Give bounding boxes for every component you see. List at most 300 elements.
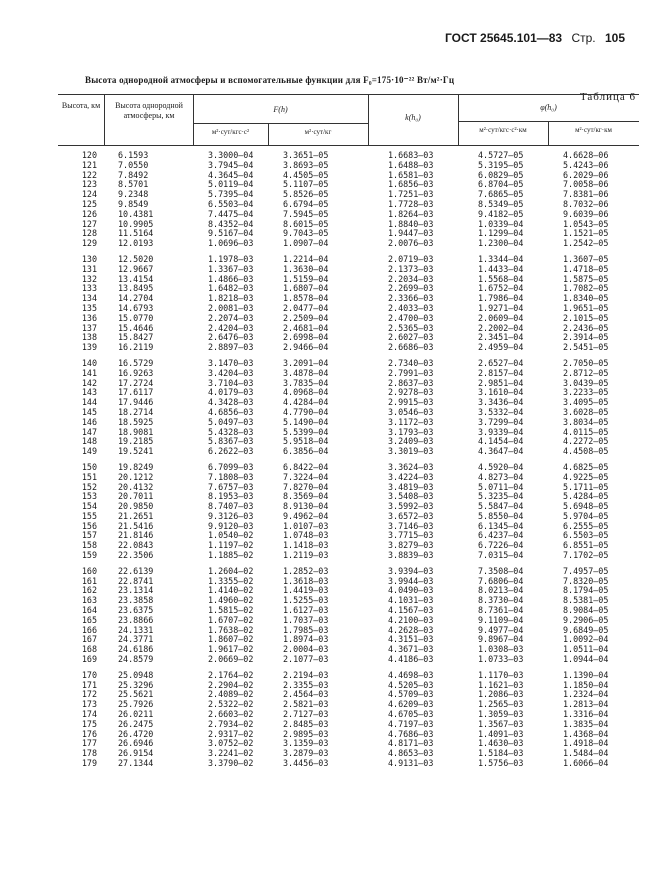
f-unit1-cell: 2.2904—02 bbox=[208, 679, 254, 690]
phi-unit2-cell: 8.7032—06 bbox=[563, 198, 609, 209]
phi-unit2-cell: 9.2906—05 bbox=[563, 614, 609, 625]
scale-height-cell: 24.6186 bbox=[118, 644, 154, 655]
page-header bbox=[0, 31, 625, 45]
phi-unit1-cell: 6.7226—04 bbox=[478, 540, 524, 551]
scale-height-cell: 23.1314 bbox=[118, 585, 154, 596]
table-row bbox=[58, 689, 639, 699]
altitude-cell: 138 bbox=[81, 332, 97, 343]
table-row bbox=[58, 530, 639, 540]
row-group bbox=[58, 462, 639, 560]
row-group bbox=[58, 566, 639, 664]
page-number: 105 bbox=[604, 31, 625, 45]
f-unit1-cell: 3.4204—03 bbox=[208, 367, 254, 378]
phi-unit1-cell: 1.7986—04 bbox=[478, 293, 524, 304]
table-row bbox=[58, 254, 639, 264]
k-cell: 4.1031—03 bbox=[388, 595, 434, 606]
f-unit2-cell: 4.4284—04 bbox=[283, 397, 329, 408]
table-row bbox=[58, 654, 639, 664]
table-row bbox=[58, 680, 639, 690]
scale-height-cell: 19.5241 bbox=[118, 446, 154, 457]
phi-unit1-cell: 2.4959—04 bbox=[478, 342, 524, 353]
scale-height-cell: 24.8579 bbox=[118, 654, 154, 665]
f-unit2-cell: 3.2091—04 bbox=[283, 357, 329, 368]
phi-unit1-cell: 1.4433—04 bbox=[478, 263, 524, 274]
phi-unit1-cell: 3.9339—04 bbox=[478, 426, 524, 437]
phi-unit2-cell: 1.2542—05 bbox=[563, 238, 609, 249]
altitude-cell: 133 bbox=[81, 283, 97, 294]
altitude-cell: 124 bbox=[81, 189, 97, 200]
f-unit2-cell: 1.8974—03 bbox=[283, 634, 329, 645]
row-group bbox=[58, 358, 639, 456]
table-row bbox=[58, 150, 639, 160]
altitude-cell: 171 bbox=[81, 679, 97, 690]
phi-unit1-cell: 9.8967—04 bbox=[478, 634, 524, 645]
k-cell: 3.3624—03 bbox=[388, 461, 434, 472]
f-unit2-cell: 5.1107—05 bbox=[283, 179, 329, 190]
f-unit2-cell: 9.4962—04 bbox=[283, 510, 329, 521]
scale-height-cell: 17.2724 bbox=[118, 377, 154, 388]
phi-unit2-cell: 1.2813—04 bbox=[563, 699, 609, 710]
phi-unit2-cell: 6.2029—06 bbox=[563, 169, 609, 180]
scale-height-cell: 21.8146 bbox=[118, 530, 154, 541]
k-cell: 3.8279—03 bbox=[388, 540, 434, 551]
table-row bbox=[58, 472, 639, 482]
phi-unit1-cell: 2.6527—04 bbox=[478, 357, 524, 368]
k-cell: 4.7686—03 bbox=[388, 728, 434, 739]
f-unit2-cell: 7.8270—04 bbox=[283, 481, 329, 492]
phi-unit2-cell: 2.3914—05 bbox=[563, 332, 609, 343]
scale-height-cell: 10.9905 bbox=[118, 218, 154, 229]
scale-height-cell: 15.4646 bbox=[118, 322, 154, 333]
table-row bbox=[58, 521, 639, 531]
k-cell: 1.6856—03 bbox=[388, 179, 434, 190]
altitude-cell: 174 bbox=[81, 709, 97, 720]
phi-unit2-cell: 5.4284—05 bbox=[563, 491, 609, 502]
altitude-cell: 170 bbox=[81, 669, 97, 680]
phi-unit1-cell: 1.4630—03 bbox=[478, 738, 524, 749]
col-altitude-header: Высота, км bbox=[61, 101, 101, 110]
scale-height-cell: 26.9154 bbox=[118, 748, 154, 759]
phi-unit2-cell: 2.5451—05 bbox=[563, 342, 609, 353]
table-row bbox=[58, 228, 639, 238]
k-cell: 2.2699—03 bbox=[388, 283, 434, 294]
k-cell: 1.7251—03 bbox=[388, 189, 434, 200]
table-row bbox=[58, 342, 639, 352]
k-cell: 2.0719—03 bbox=[388, 253, 434, 264]
scale-height-cell: 19.2185 bbox=[118, 436, 154, 447]
table-row bbox=[58, 323, 639, 333]
f-unit1-cell: 2.5322—02 bbox=[208, 699, 254, 710]
altitude-cell: 175 bbox=[81, 718, 97, 729]
f-unit1-cell: 9.9120—03 bbox=[208, 520, 254, 531]
table-row bbox=[58, 378, 639, 388]
phi-unit1-cell: 1.5756—03 bbox=[478, 758, 524, 769]
k-cell: 4.3671—03 bbox=[388, 644, 434, 655]
scale-height-cell: 9.2348 bbox=[118, 189, 149, 200]
f-unit1-cell: 1.9617—02 bbox=[208, 644, 254, 655]
f-unit2-cell: 2.5821—03 bbox=[283, 699, 329, 710]
k-cell: 3.0546—03 bbox=[388, 406, 434, 417]
f-unit1-cell: 4.3645—04 bbox=[208, 169, 254, 180]
f-unit2-cell: 2.0477—04 bbox=[283, 302, 329, 313]
phi-unit1-cell: 6.1345—04 bbox=[478, 520, 524, 531]
phi-unit2-cell: 1.4718—05 bbox=[563, 263, 609, 274]
altitude-cell: 179 bbox=[81, 758, 97, 769]
phi-unit2-cell: 4.4508—05 bbox=[563, 446, 609, 457]
table-row bbox=[58, 264, 639, 274]
k-cell: 3.4224—03 bbox=[388, 471, 434, 482]
scale-height-cell: 17.9446 bbox=[118, 397, 154, 408]
table-row bbox=[58, 219, 639, 229]
altitude-cell: 130 bbox=[81, 253, 97, 264]
table-row bbox=[58, 358, 639, 368]
table-row bbox=[58, 699, 639, 709]
k-cell: 2.4033—03 bbox=[388, 302, 434, 313]
phi-unit1-cell: 7.0315—04 bbox=[478, 550, 524, 561]
scale-height-cell: 22.0843 bbox=[118, 540, 154, 551]
phi-unit1-cell: 1.2300—04 bbox=[478, 238, 524, 249]
f-unit1-cell: 6.2622—03 bbox=[208, 446, 254, 457]
scale-height-cell: 10.4381 bbox=[118, 208, 154, 219]
phi-unit2-cell: 5.1711—05 bbox=[563, 481, 609, 492]
altitude-cell: 173 bbox=[81, 699, 97, 710]
f-unit1-cell: 3.7945—04 bbox=[208, 159, 254, 170]
phi-unit1-cell: 1.3059—03 bbox=[478, 709, 524, 720]
phi-unit1-cell: 7.3508—04 bbox=[478, 565, 524, 576]
col-phi-unit2: м²·сут/кг·км bbox=[575, 126, 612, 134]
divider bbox=[193, 123, 368, 124]
k-cell: 2.7340—03 bbox=[388, 357, 434, 368]
f-unit1-cell: 1.6482—03 bbox=[208, 283, 254, 294]
table-row bbox=[58, 462, 639, 472]
table-row bbox=[58, 501, 639, 511]
altitude-cell: 160 bbox=[81, 565, 97, 576]
f-unit2-cell: 5.5399—04 bbox=[283, 426, 329, 437]
f-unit1-cell: 9.5167—04 bbox=[208, 228, 254, 239]
phi-unit2-cell: 1.0511—04 bbox=[563, 644, 609, 655]
phi-unit2-cell: 2.7050—05 bbox=[563, 357, 609, 368]
phi-unit2-cell: 5.9704—05 bbox=[563, 510, 609, 521]
f-unit2-cell: 3.2879—03 bbox=[283, 748, 329, 759]
phi-unit1-cell: 8.7361—04 bbox=[478, 605, 524, 616]
f-unit2-cell: 1.2119—03 bbox=[283, 550, 329, 561]
altitude-cell: 172 bbox=[81, 689, 97, 700]
phi-unit1-cell: 2.0609—04 bbox=[478, 312, 524, 323]
altitude-cell: 128 bbox=[81, 228, 97, 239]
altitude-cell: 157 bbox=[81, 530, 97, 541]
k-cell: 4.8653—03 bbox=[388, 748, 434, 759]
f-unit2-cell: 3.4878—04 bbox=[283, 367, 329, 378]
altitude-cell: 162 bbox=[81, 585, 97, 596]
f-unit1-cell: 2.7934—02 bbox=[208, 718, 254, 729]
table-row bbox=[58, 170, 639, 180]
scale-height-cell: 15.0770 bbox=[118, 312, 154, 323]
phi-unit1-cell: 5.5847—04 bbox=[478, 501, 524, 512]
altitude-cell: 135 bbox=[81, 302, 97, 313]
phi-unit1-cell: 1.5568—04 bbox=[478, 273, 524, 284]
f-unit2-cell: 1.0748—03 bbox=[283, 530, 329, 541]
f-unit1-cell: 1.4866—03 bbox=[208, 273, 254, 284]
phi-unit1-cell: 4.3647—04 bbox=[478, 446, 524, 457]
scale-height-cell: 20.9850 bbox=[118, 501, 154, 512]
table-row bbox=[58, 179, 639, 189]
f-unit1-cell: 7.6757—03 bbox=[208, 481, 254, 492]
altitude-cell: 178 bbox=[81, 748, 97, 759]
phi-unit2-cell: 9.6849—05 bbox=[563, 624, 609, 635]
scale-height-cell: 25.7926 bbox=[118, 699, 154, 710]
phi-unit2-cell: 3.4095—05 bbox=[563, 397, 609, 408]
k-cell: 2.6027—03 bbox=[388, 332, 434, 343]
k-cell: 1.6683—03 bbox=[388, 150, 434, 160]
phi-unit1-cell: 7.6806—04 bbox=[478, 575, 524, 586]
f-unit2-cell: 7.5945—05 bbox=[283, 208, 329, 219]
altitude-cell: 156 bbox=[81, 520, 97, 531]
f-unit2-cell: 1.0907—04 bbox=[283, 238, 329, 249]
col-phi-unit1: м²·сут/кгс·с²·км bbox=[479, 126, 527, 134]
phi-unit1-cell: 3.1610—04 bbox=[478, 387, 524, 398]
scale-height-cell: 16.2119 bbox=[118, 342, 154, 353]
k-cell: 4.9131—03 bbox=[388, 758, 434, 769]
phi-unit2-cell: 6.2555—05 bbox=[563, 520, 609, 531]
f-unit2-cell: 2.4564—03 bbox=[283, 689, 329, 700]
f-unit1-cell: 2.4089—02 bbox=[208, 689, 254, 700]
f-unit1-cell: 3.1470—03 bbox=[208, 357, 254, 368]
phi-unit1-cell: 1.4091—03 bbox=[478, 728, 524, 739]
divider bbox=[458, 121, 639, 122]
row-group bbox=[58, 254, 639, 352]
phi-unit2-cell: 9.6039—06 bbox=[563, 208, 609, 219]
altitude-cell: 140 bbox=[81, 357, 97, 368]
altitude-cell: 122 bbox=[81, 169, 97, 180]
f-unit2-cell: 1.6127—03 bbox=[283, 605, 329, 616]
page-label: Стр. bbox=[571, 31, 596, 45]
phi-unit1-cell: 5.8550—04 bbox=[478, 510, 524, 521]
table-row bbox=[58, 605, 639, 615]
table-row bbox=[58, 303, 639, 313]
table-row bbox=[58, 709, 639, 719]
f-unit1-cell: 1.5815—02 bbox=[208, 605, 254, 616]
phi-unit1-cell: 2.3451—04 bbox=[478, 332, 524, 343]
altitude-cell: 166 bbox=[81, 624, 97, 635]
altitude-cell: 127 bbox=[81, 218, 97, 229]
f-unit1-cell: 8.4352—04 bbox=[208, 218, 254, 229]
altitude-cell: 167 bbox=[81, 634, 97, 645]
f-unit2-cell: 1.5255—03 bbox=[283, 595, 329, 606]
phi-unit1-cell: 8.3730—04 bbox=[478, 595, 524, 606]
f-unit2-cell: 2.2194—03 bbox=[283, 669, 329, 680]
k-cell: 2.2034—03 bbox=[388, 273, 434, 284]
phi-unit1-cell: 2.2002—04 bbox=[478, 322, 524, 333]
phi-unit2-cell: 3.8034—05 bbox=[563, 416, 609, 427]
f-unit1-cell: 1.0540—02 bbox=[208, 530, 254, 541]
altitude-cell: 137 bbox=[81, 322, 97, 333]
k-cell: 2.8637—03 bbox=[388, 377, 434, 388]
phi-unit2-cell: 1.3835—04 bbox=[563, 718, 609, 729]
k-cell: 3.6572—03 bbox=[388, 510, 434, 521]
phi-unit1-cell: 4.8273—04 bbox=[478, 471, 524, 482]
table-row bbox=[58, 511, 639, 521]
phi-unit2-cell: 1.4918—04 bbox=[563, 738, 609, 749]
scale-height-cell: 12.0193 bbox=[118, 238, 154, 249]
k-cell: 3.1172—03 bbox=[388, 416, 434, 427]
scale-height-cell: 26.2475 bbox=[118, 718, 154, 729]
f-unit2-cell: 2.9895—03 bbox=[283, 728, 329, 739]
table-row bbox=[58, 576, 639, 586]
k-cell: 1.8840—03 bbox=[388, 218, 434, 229]
phi-unit1-cell: 7.6865—05 bbox=[478, 189, 524, 200]
f-unit1-cell: 1.1978—03 bbox=[208, 253, 254, 264]
table-row bbox=[58, 644, 639, 654]
phi-unit1-cell: 2.8157—04 bbox=[478, 367, 524, 378]
phi-unit1-cell: 4.5920—04 bbox=[478, 461, 524, 472]
table-row bbox=[58, 274, 639, 284]
k-cell: 4.0490—03 bbox=[388, 585, 434, 596]
f-unit1-cell: 7.1808—03 bbox=[208, 471, 254, 482]
f-unit2-cell: 6.8422—04 bbox=[283, 461, 329, 472]
altitude-cell: 134 bbox=[81, 293, 97, 304]
f-unit1-cell: 3.3790—02 bbox=[208, 758, 254, 769]
altitude-cell: 139 bbox=[81, 342, 97, 353]
scale-height-cell: 23.8866 bbox=[118, 614, 154, 625]
table-number-label: Таблица 6 bbox=[579, 91, 636, 103]
k-cell: 4.6209—03 bbox=[388, 699, 434, 710]
phi-unit2-cell: 1.0092—04 bbox=[563, 634, 609, 645]
scale-height-cell: 20.4132 bbox=[118, 481, 154, 492]
phi-unit1-cell: 1.1170—03 bbox=[478, 669, 524, 680]
phi-unit2-cell: 3.2233—05 bbox=[563, 387, 609, 398]
f-unit2-cell: 1.6807—04 bbox=[283, 283, 329, 294]
table-row bbox=[58, 436, 639, 446]
phi-unit1-cell: 4.1454—04 bbox=[478, 436, 524, 447]
altitude-cell: 144 bbox=[81, 397, 97, 408]
altitude-cell: 125 bbox=[81, 198, 97, 209]
row-group bbox=[58, 670, 639, 768]
phi-unit1-cell: 1.5184—03 bbox=[478, 748, 524, 759]
f-unit1-cell: 3.7104—03 bbox=[208, 377, 254, 388]
f-unit2-cell: 1.5159—04 bbox=[283, 273, 329, 284]
k-cell: 1.6488—03 bbox=[388, 159, 434, 170]
phi-unit2-cell: 6.5503—05 bbox=[563, 530, 609, 541]
f-unit2-cell: 6.3856—04 bbox=[283, 446, 329, 457]
k-cell: 3.4819—03 bbox=[388, 481, 434, 492]
table-row bbox=[58, 417, 639, 427]
phi-unit2-cell: 1.5484—04 bbox=[563, 748, 609, 759]
phi-unit1-cell: 4.5727—05 bbox=[478, 150, 524, 160]
scale-height-cell: 23.3858 bbox=[118, 595, 154, 606]
scale-height-cell: 9.8549 bbox=[118, 198, 149, 209]
altitude-cell: 155 bbox=[81, 510, 97, 521]
f-unit1-cell: 3.2241—02 bbox=[208, 748, 254, 759]
phi-unit1-cell: 1.1621—03 bbox=[478, 679, 524, 690]
f-unit1-cell: 2.2074—03 bbox=[208, 312, 254, 323]
table-header bbox=[58, 94, 639, 146]
phi-unit1-cell: 3.3436—04 bbox=[478, 397, 524, 408]
f-unit1-cell: 1.4960—02 bbox=[208, 595, 254, 606]
f-unit2-cell: 1.7037—03 bbox=[283, 614, 329, 625]
f-unit1-cell: 2.6603—02 bbox=[208, 709, 254, 720]
scale-height-cell: 22.6139 bbox=[118, 565, 154, 576]
f-unit1-cell: 8.7407—03 bbox=[208, 501, 254, 512]
phi-unit2-cell: 1.4368—04 bbox=[563, 728, 609, 739]
phi-unit2-cell: 2.1015—05 bbox=[563, 312, 609, 323]
altitude-cell: 152 bbox=[81, 481, 97, 492]
phi-unit2-cell: 5.6948—05 bbox=[563, 501, 609, 512]
altitude-cell: 150 bbox=[81, 461, 97, 472]
f-unit2-cell: 2.3355—03 bbox=[283, 679, 329, 690]
scale-height-cell: 26.4720 bbox=[118, 728, 154, 739]
k-cell: 3.7146—03 bbox=[388, 520, 434, 531]
table-row bbox=[58, 670, 639, 680]
altitude-cell: 176 bbox=[81, 728, 97, 739]
f-unit2-cell: 1.3630—04 bbox=[283, 263, 329, 274]
f-unit1-cell: 1.4140—02 bbox=[208, 585, 254, 596]
f-unit2-cell: 1.0107—03 bbox=[283, 520, 329, 531]
f-unit1-cell: 1.1197—02 bbox=[208, 540, 254, 551]
f-unit2-cell: 5.9518—04 bbox=[283, 436, 329, 447]
f-unit2-cell: 2.6998—04 bbox=[283, 332, 329, 343]
scale-height-cell: 22.3506 bbox=[118, 550, 154, 561]
altitude-cell: 163 bbox=[81, 595, 97, 606]
altitude-cell: 120 bbox=[81, 150, 97, 160]
f-unit1-cell: 9.3126—03 bbox=[208, 510, 254, 521]
phi-unit1-cell: 9.4977—04 bbox=[478, 624, 524, 635]
table-row bbox=[58, 199, 639, 209]
f-unit2-cell: 1.3618—03 bbox=[283, 575, 329, 586]
altitude-cell: 154 bbox=[81, 501, 97, 512]
phi-unit2-cell: 1.1850—04 bbox=[563, 679, 609, 690]
scale-height-cell: 11.5164 bbox=[118, 228, 154, 239]
phi-unit1-cell: 5.3195—05 bbox=[478, 159, 524, 170]
scale-height-cell: 15.8427 bbox=[118, 332, 154, 343]
altitude-cell: 132 bbox=[81, 273, 97, 284]
f-unit1-cell: 4.6856—03 bbox=[208, 406, 254, 417]
f-unit2-cell: 4.7790—04 bbox=[283, 406, 329, 417]
phi-unit1-cell: 3.5332—04 bbox=[478, 406, 524, 417]
phi-unit2-cell: 1.7082—05 bbox=[563, 283, 609, 294]
phi-unit1-cell: 8.5349—05 bbox=[478, 198, 524, 209]
scale-height-cell: 18.9081 bbox=[118, 426, 154, 437]
phi-unit2-cell: 5.4243—06 bbox=[563, 159, 609, 170]
f-unit2-cell: 3.7835—04 bbox=[283, 377, 329, 388]
k-cell: 4.2628—03 bbox=[388, 624, 434, 635]
phi-unit2-cell: 8.9084—05 bbox=[563, 605, 609, 616]
phi-unit1-cell: 6.0829—05 bbox=[478, 169, 524, 180]
k-cell: 3.9944—03 bbox=[388, 575, 434, 586]
k-cell: 4.7197—03 bbox=[388, 718, 434, 729]
altitude-cell: 149 bbox=[81, 446, 97, 457]
table-row bbox=[58, 368, 639, 378]
f-unit2-cell: 6.6794—05 bbox=[283, 198, 329, 209]
f-unit2-cell: 8.9130—04 bbox=[283, 501, 329, 512]
f-unit1-cell: 1.8218—03 bbox=[208, 293, 254, 304]
altitude-cell: 136 bbox=[81, 312, 97, 323]
phi-unit2-cell: 1.1390—04 bbox=[563, 669, 609, 680]
table-row bbox=[58, 238, 639, 248]
table-row bbox=[58, 397, 639, 407]
altitude-cell: 126 bbox=[81, 208, 97, 219]
table-row bbox=[58, 738, 639, 748]
altitude-cell: 148 bbox=[81, 436, 97, 447]
col-f-unit1: м²·сут/кгс·с² bbox=[211, 128, 250, 136]
k-cell: 1.7728—03 bbox=[388, 198, 434, 209]
table-row bbox=[58, 313, 639, 323]
altitude-cell: 121 bbox=[81, 159, 97, 170]
f-unit1-cell: 3.0752—02 bbox=[208, 738, 254, 749]
table-row bbox=[58, 634, 639, 644]
scale-height-cell: 24.3771 bbox=[118, 634, 154, 645]
table-row bbox=[58, 595, 639, 605]
phi-unit2-cell: 4.2272—05 bbox=[563, 436, 609, 447]
